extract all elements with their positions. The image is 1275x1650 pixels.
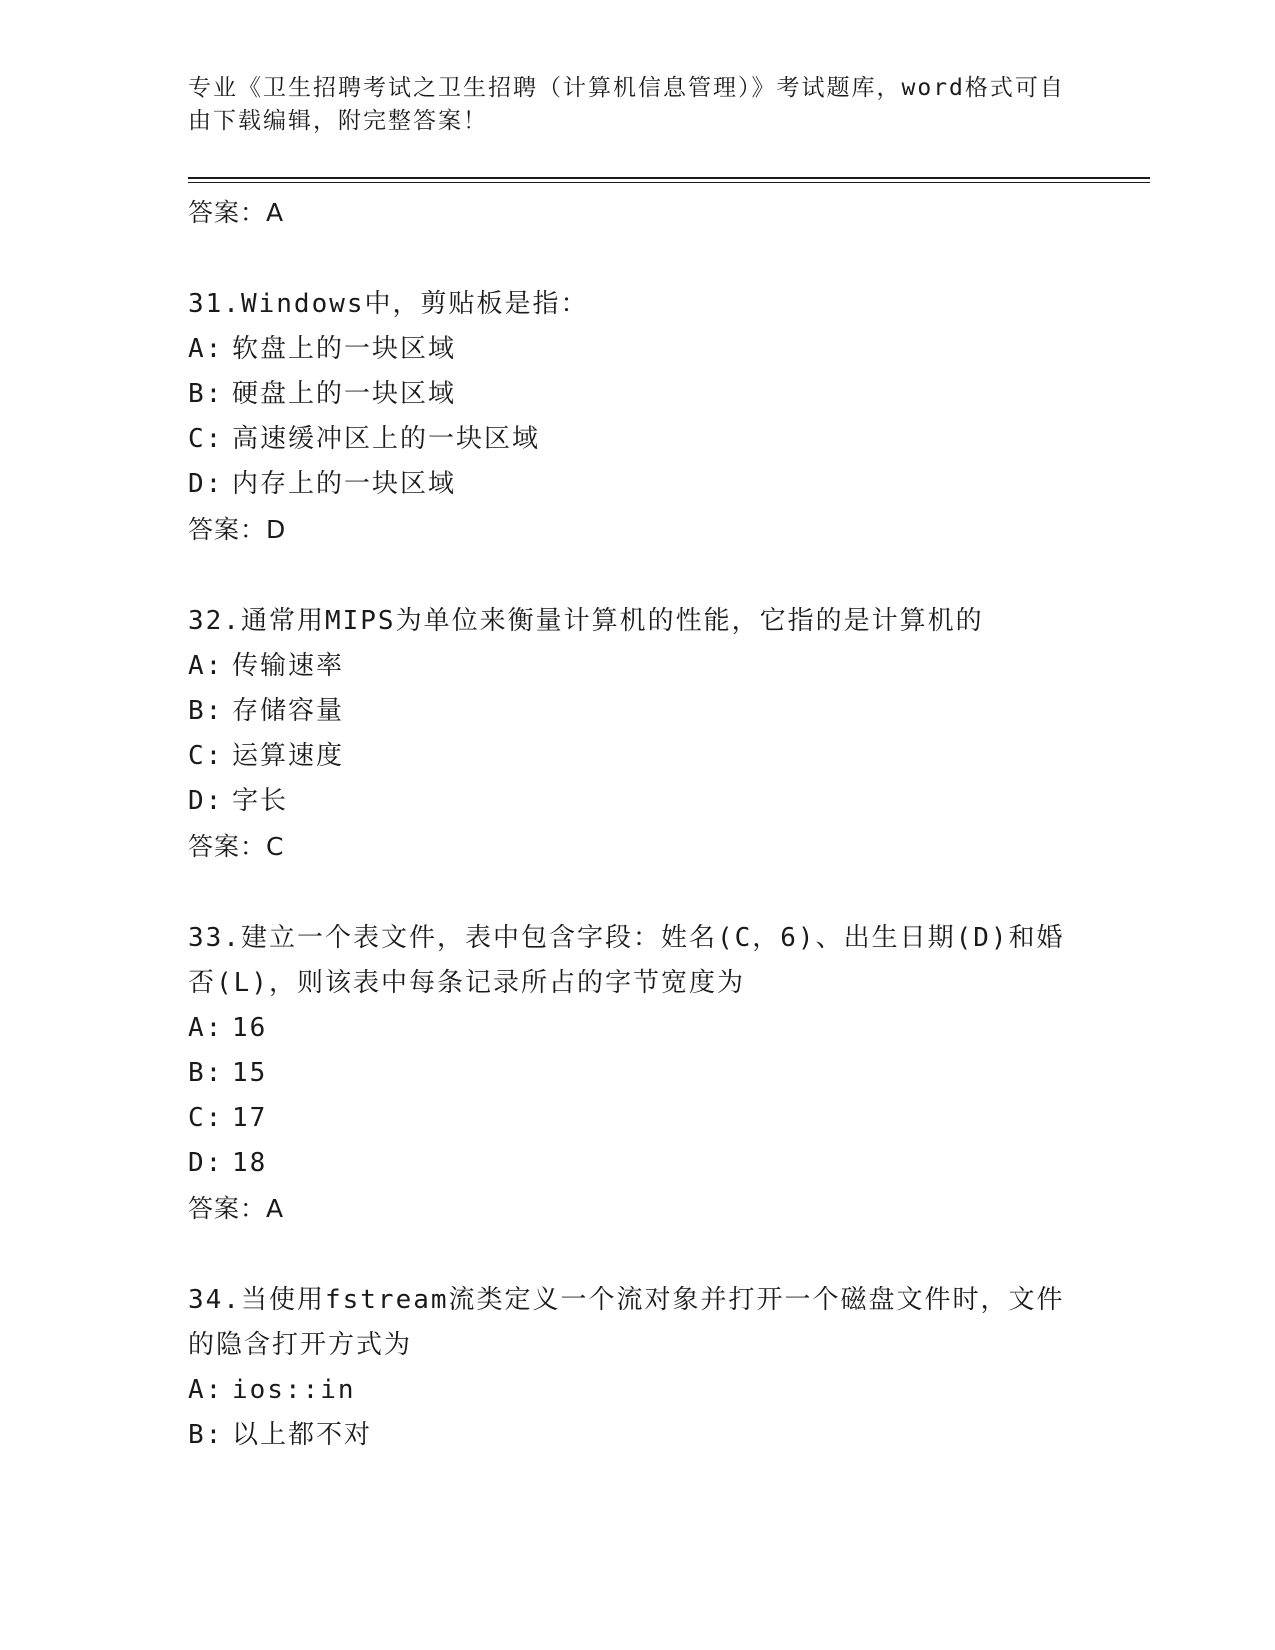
option-text: 17 — [232, 1103, 268, 1133]
option-text: 传输速率 — [232, 651, 345, 681]
question-stem: 32.通常用MIPS为单位来衡量计算机的性能，它指的是计算机的 — [188, 606, 984, 636]
option-key: C: — [188, 1103, 224, 1133]
option-text: 16 — [232, 1013, 268, 1043]
option-text: 软盘上的一块区域 — [232, 334, 457, 364]
option-text: 硬盘上的一块区域 — [232, 379, 457, 409]
question-item — [188, 282, 1068, 552]
option-b — [188, 1413, 1068, 1458]
option-key: D: — [188, 1148, 224, 1178]
option-key: B: — [188, 379, 224, 409]
option-text: 18 — [232, 1148, 268, 1178]
option-a — [188, 327, 1068, 372]
question-stem: 31.Windows中，剪贴板是指： — [188, 289, 589, 319]
option-key: B: — [188, 1420, 224, 1450]
option-key: C: — [188, 424, 224, 454]
header-divider-thin — [188, 182, 1150, 183]
option-text: ios::in — [232, 1375, 356, 1405]
header-divider-thick — [188, 177, 1150, 179]
option-text: 存储容量 — [232, 696, 345, 726]
option-key: A: — [188, 1013, 224, 1043]
option-key: B: — [188, 696, 224, 726]
option-a — [188, 644, 1068, 689]
option-text: 内存上的一块区域 — [232, 469, 457, 499]
question-stem: 34.当使用fstream流类定义一个流对象并打开一个磁盘文件时，文件的隐含打开方式为 — [188, 1285, 1065, 1360]
option-text: 高速缓冲区上的一块区域 — [232, 424, 541, 454]
option-key: C: — [188, 741, 224, 771]
answer-line: 答案：A — [188, 1194, 285, 1223]
option-key: D: — [188, 786, 224, 816]
option-a — [188, 1006, 1068, 1051]
option-key: B: — [188, 1058, 224, 1088]
option-c — [188, 1096, 1068, 1141]
option-b — [188, 1051, 1068, 1096]
option-text: 以上都不对 — [232, 1420, 373, 1450]
question-item — [188, 916, 1068, 1231]
answer-line: 答案：D — [188, 515, 287, 544]
option-a — [188, 1368, 1068, 1413]
option-d — [188, 462, 1068, 507]
option-c — [188, 734, 1068, 779]
option-key: A: — [188, 651, 224, 681]
option-d — [188, 1141, 1068, 1186]
question-item — [188, 599, 1068, 869]
option-text: 字长 — [232, 786, 289, 816]
option-key: D: — [188, 469, 224, 499]
option-text: 15 — [232, 1058, 268, 1088]
question-item — [188, 1278, 1068, 1458]
option-d — [188, 779, 1068, 824]
option-c — [188, 417, 1068, 462]
answer-line: 答案：C — [188, 832, 285, 861]
question-stem: 33.建立一个表文件，表中包含字段：姓名(C，6)、出生日期(D)和婚否(L)，则该表中每条记录所占的字节宽度为 — [188, 923, 1065, 998]
question-list — [188, 190, 1068, 1458]
option-text: 运算速度 — [232, 741, 345, 771]
answer-line: 答案：A — [188, 198, 285, 227]
document-header: 专业《卫生招聘考试之卫生招聘（计算机信息管理）》考试题库，word格式可自由下载编辑，附完整答案！ — [188, 75, 1065, 134]
option-b — [188, 372, 1068, 417]
option-key: A: — [188, 334, 224, 364]
option-b — [188, 689, 1068, 734]
option-key: A: — [188, 1375, 224, 1405]
